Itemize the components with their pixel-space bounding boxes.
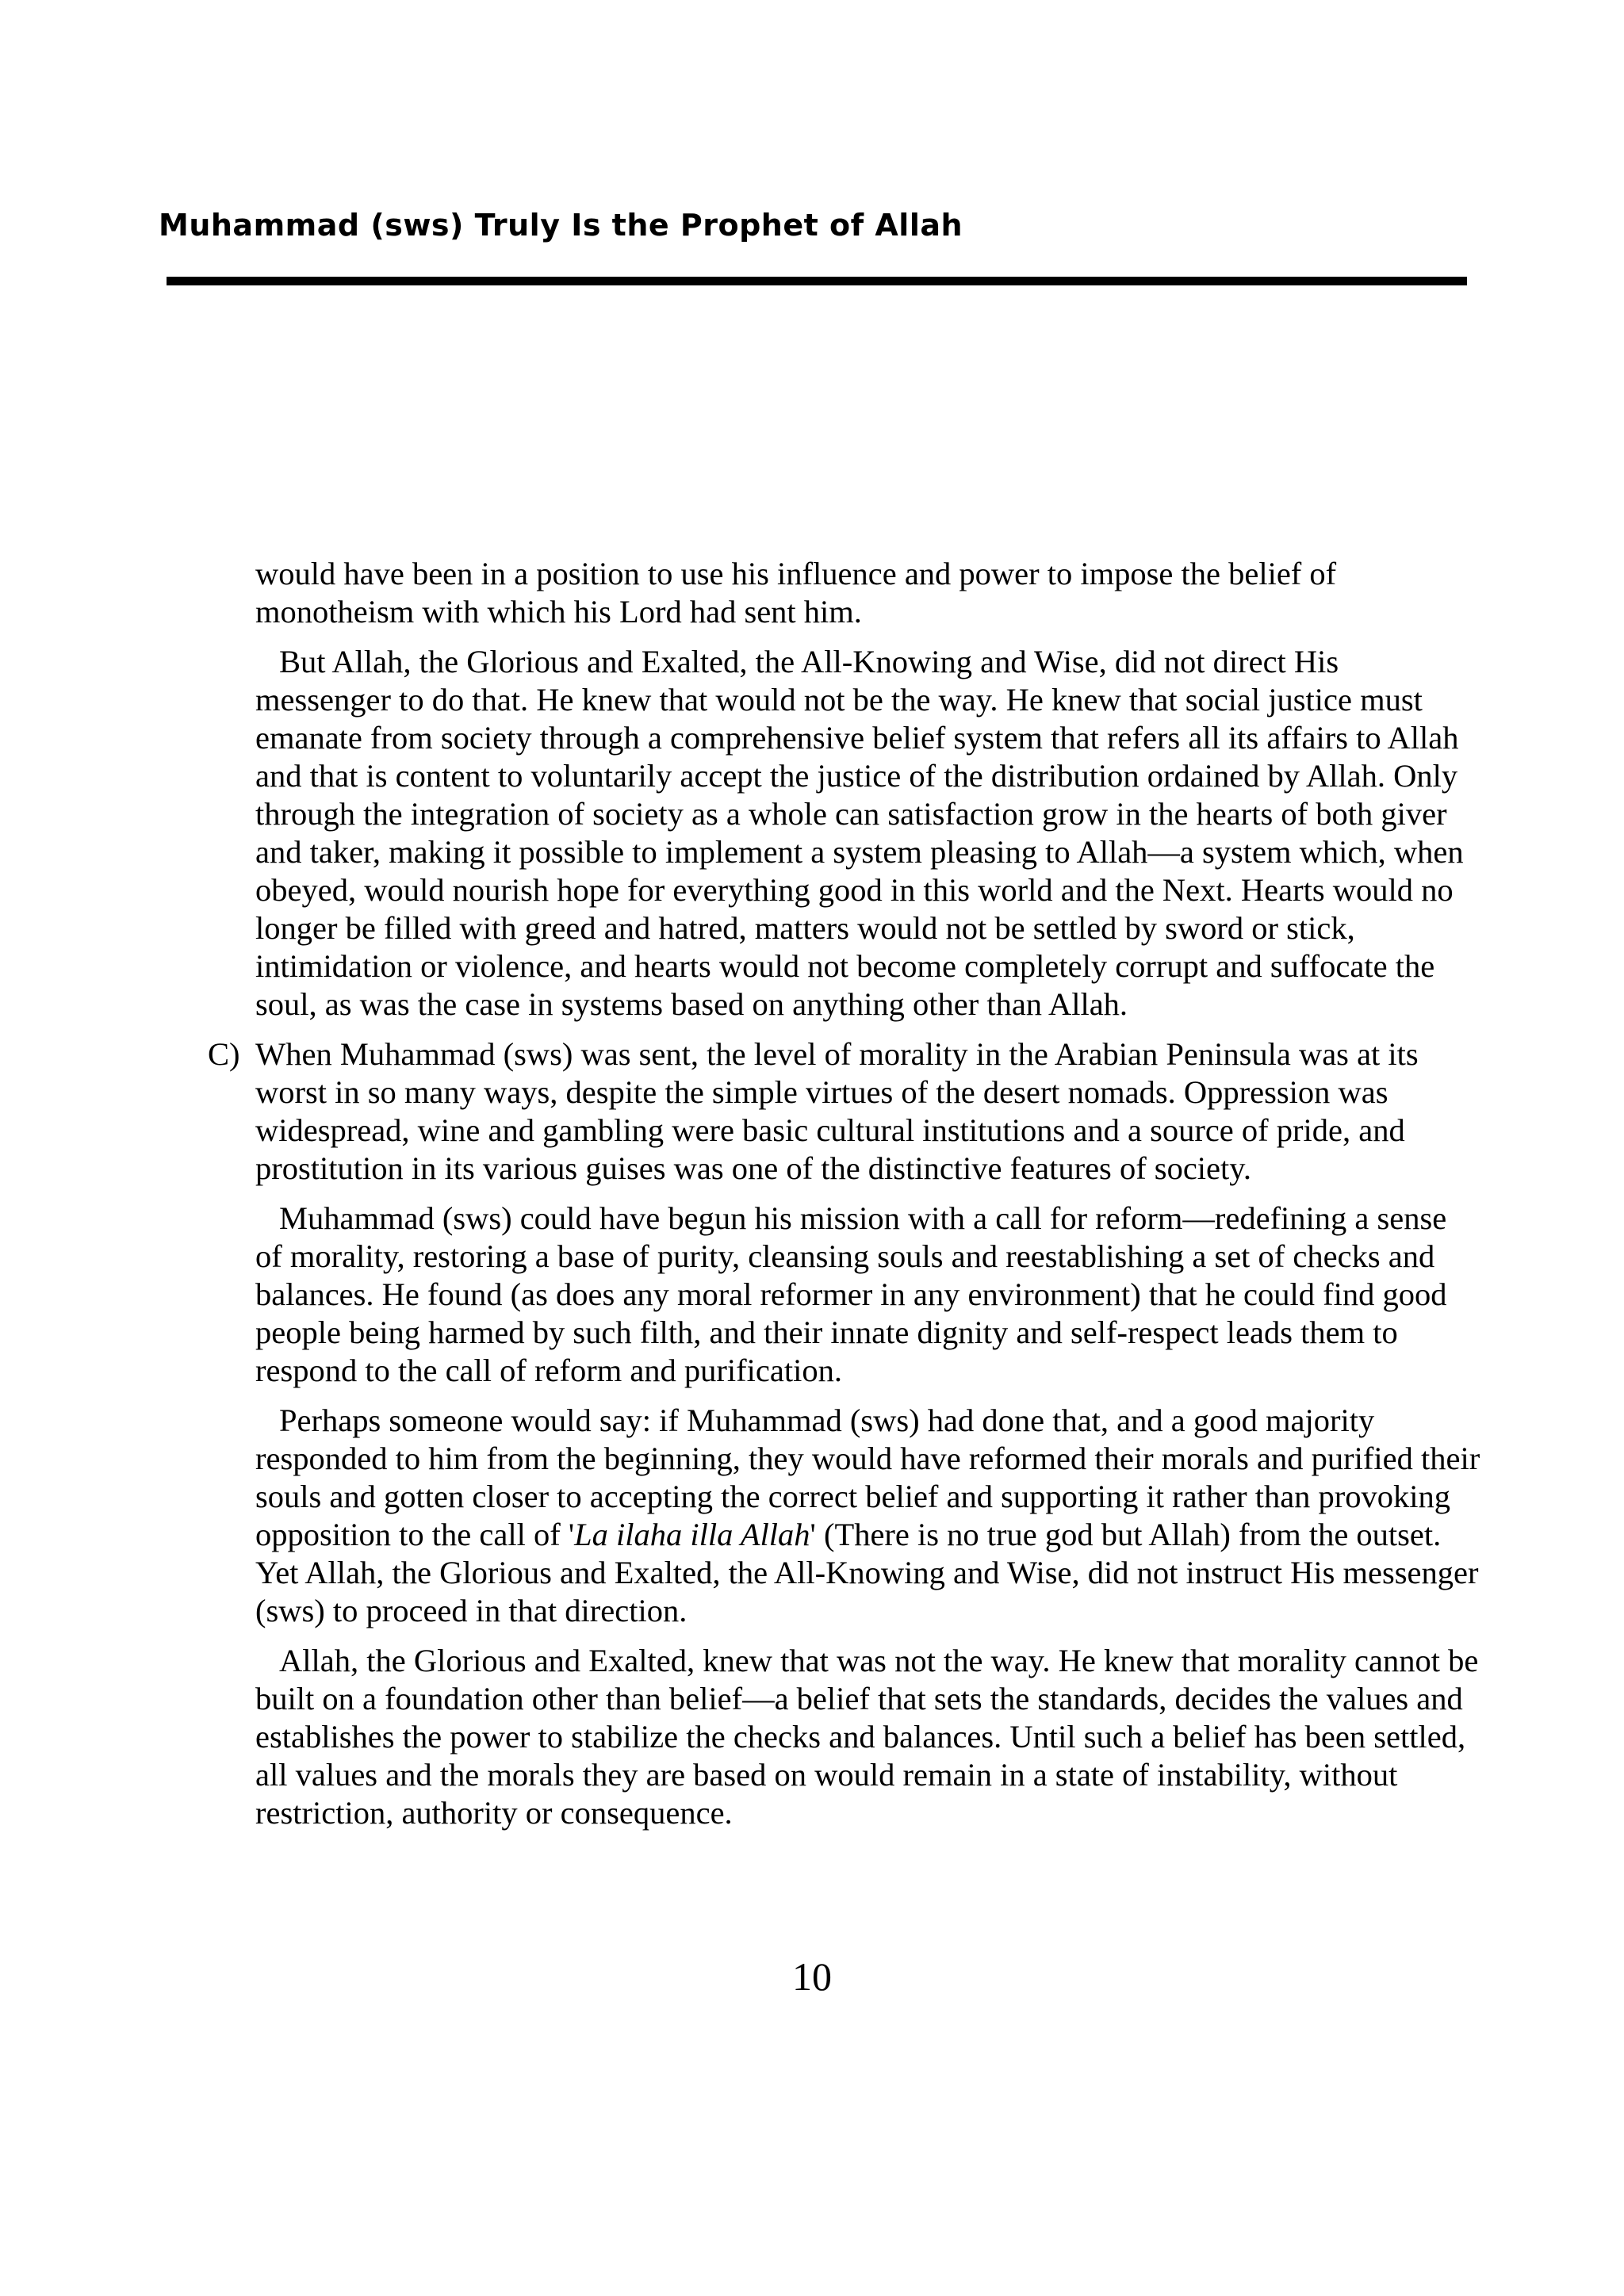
list-marker-c: C)	[208, 1036, 240, 1072]
paragraph-perhaps-someone	[255, 1402, 1481, 1630]
paragraph-perhaps-text-1: Perhaps someone would say: if Muhammad (sws) had done that, and a good majority responded to him from the beginning, they would have reformed their morals and purified their souls and gotten closer to accepting the correct belief and supporting it rather than provoking opposition to the call of '	[255, 1402, 1480, 1552]
paragraph-perhaps-text-2: ' (There is no true god but Allah) from the outset. Yet Allah, the Glorious and Exalted, the All-Knowing and Wise, did not instruct His messenger (sws) to proceed in that direction.	[255, 1517, 1479, 1628]
running-header-title: Muhammad (sws) Truly Is the Prophet of Allah	[159, 208, 963, 243]
paragraph-call-for-reform: Muhammad (sws) could have begun his mission with a call for reform—redefining a sense of morality, restoring a base of purity, cleansing souls and reestablishing a set of checks and balances. He found (as does any moral reformer in any environment) that he could find good people being harmed by such filth, and their innate dignity and self-respect leads them to respond to the call of reform and purification.	[255, 1200, 1447, 1388]
paragraph-perhaps-italic: La ilaha illa Allah	[574, 1517, 810, 1552]
page-number: 10	[792, 1954, 832, 1999]
list-item-c-text: When Muhammad (sws) was sent, the level of morality in the Arabian Peninsula was at its worst in so many ways, despite the simple virtues of the desert nomads. Oppression was widespread, wine and gambling were basic cultural institutions and a source of pride, and prostitution in its various guises was one of the distinctive features of society.	[255, 1036, 1419, 1186]
page-body	[208, 555, 1481, 1844]
list-item-c	[208, 1035, 1481, 1188]
paragraph-social-justice: But Allah, the Glorious and Exalted, the All-Knowing and Wise, did not direct His messenger to do that. He knew that would not be the way. He knew that social justice must emanate from society through a comprehensive belief system that refers all its affairs to Allah and that is content to voluntarily accept the justice of the distribution ordained by Allah. Only through the integration of society as a whole can satisfaction grow in the hearts of both giver and taker, making it possible to implement a system pleasing to Allah—a system which, when obeyed, would nourish hope for everything good in this world and the Next. Hearts would no longer be filled with greed and hatred, matters would not be settled by sword or stick, intimidation or violence, and hearts would not become completely corrupt and suffocate the soul, as was the case in systems based on anything other than Allah.	[255, 644, 1464, 1022]
header-rule	[167, 277, 1467, 285]
paragraph-continuation: would have been in a position to use his influence and power to impose the belief of monotheism with which his Lord had sent him.	[255, 556, 1337, 629]
paragraph-morality-belief: Allah, the Glorious and Exalted, knew that was not the way. He knew that morality cannot be built on a foundation other than belief—a belief that sets the standards, decides the values and establishes the power to stabilize the checks and balances. Until such a belief has been settled, all values and the morals they are based on would remain in a state of instability, without restriction, authority or consequence.	[255, 1643, 1479, 1831]
